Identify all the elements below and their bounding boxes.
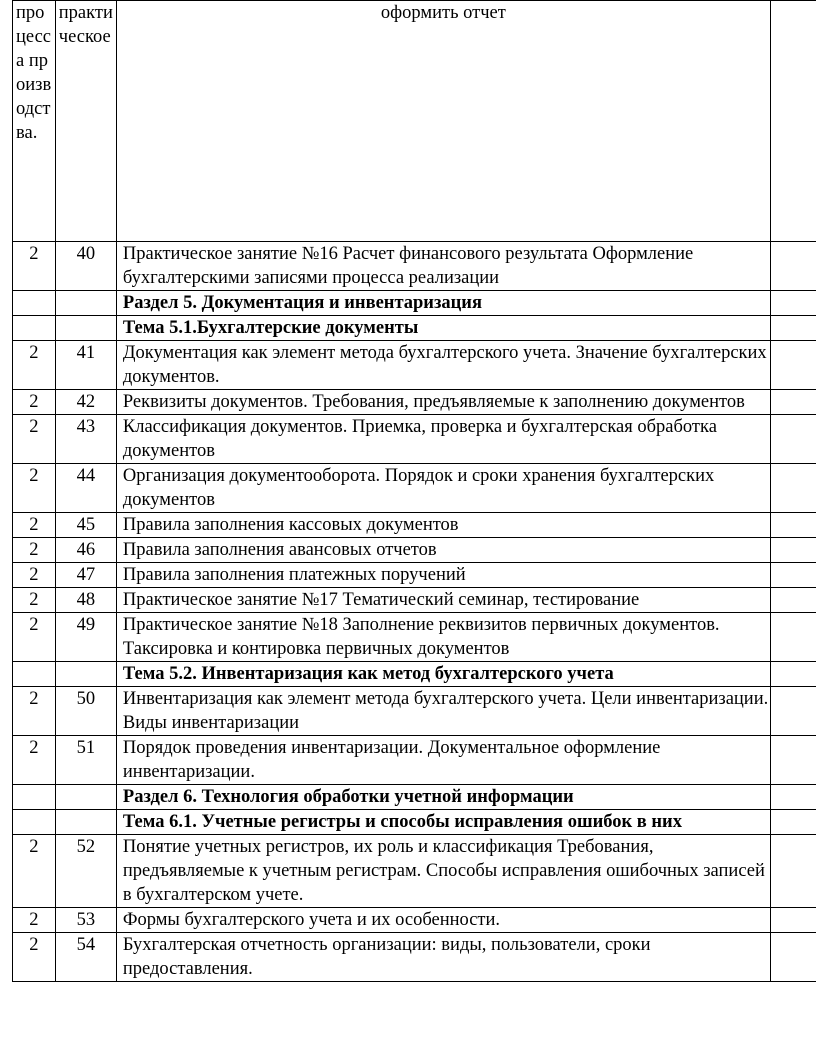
table-row [13, 538, 816, 563]
table-row [13, 908, 816, 933]
cell-topic: Правила заполнения авансовых отчетов [116, 538, 770, 563]
cell-lesson-number: 44 [55, 464, 116, 513]
cell-lesson-number: 46 [55, 538, 116, 563]
cell-hours [13, 316, 56, 341]
section-heading-row [13, 316, 816, 341]
cell-extra [770, 736, 816, 785]
table-row [13, 464, 816, 513]
cell-lesson-number: 40 [55, 242, 116, 291]
cell-lesson-number [55, 662, 116, 687]
cell-extra [770, 341, 816, 390]
cell-hours: 2 [13, 933, 56, 982]
cell-topic: Практическое занятие №16 Расчет финансового результата Оформление бухгалтерскими записями процесса реализации [116, 242, 770, 291]
curriculum-table-body [13, 1, 816, 982]
cell-topic: Практическое занятие №17 Тематический семинар, тестирование [116, 588, 770, 613]
cell-hours [13, 810, 56, 835]
cell-lesson-number [55, 316, 116, 341]
table-row [13, 588, 816, 613]
cell-topic: Инвентаризация как элемент метода бухгалтерского учета. Цели инвентаризации. Виды инвентаризации [116, 687, 770, 736]
cell-lesson-number: 47 [55, 563, 116, 588]
cell-lesson-number: 48 [55, 588, 116, 613]
cell-hours [13, 662, 56, 687]
cell-hours: 2 [13, 341, 56, 390]
cell-topic: Правила заполнения кассовых документов [116, 513, 770, 538]
table-row [13, 563, 816, 588]
cell-lesson-number: 49 [55, 613, 116, 662]
cell-topic: Раздел 5. Документация и инвентаризация [116, 291, 770, 316]
cell-topic: Практическое занятие №18 Заполнение реквизитов первичных документов. Таксировка и контировка первичных документов [116, 613, 770, 662]
cell-extra [770, 810, 816, 835]
table-row [13, 736, 816, 785]
cell-extra [770, 687, 816, 736]
cell-topic-header: оформить отчет [116, 1, 770, 242]
cell-topic: Правила заполнения платежных поручений [116, 563, 770, 588]
cell-type-header: практическое [55, 1, 116, 242]
cell-extra [770, 316, 816, 341]
section-heading-row [13, 291, 816, 316]
cell-extra [770, 464, 816, 513]
table-row [13, 835, 816, 908]
cell-lesson-number [55, 291, 116, 316]
cell-hours: 2 [13, 464, 56, 513]
table-row [13, 687, 816, 736]
curriculum-table [12, 0, 816, 982]
cell-hours: 2 [13, 513, 56, 538]
cell-topic: Понятие учетных регистров, их роль и классификация Требования, предъявляемые к учетным регистрам. Способы исправления ошибочных записей в бухгалтерском учете. [116, 835, 770, 908]
cell-lesson-number [55, 785, 116, 810]
cell-extra [770, 785, 816, 810]
cell-hours: 2 [13, 613, 56, 662]
section-heading-row [13, 662, 816, 687]
cell-lesson-number: 52 [55, 835, 116, 908]
table-row [13, 341, 816, 390]
section-heading-row [13, 810, 816, 835]
cell-hours: 2 [13, 390, 56, 415]
cell-topic: Реквизиты документов. Требования, предъявляемые к заполнению документов [116, 390, 770, 415]
cell-hours: 2 [13, 908, 56, 933]
table-row [13, 613, 816, 662]
cell-topic: Тема 5.1.Бухгалтерские документы [116, 316, 770, 341]
cell-extra [770, 908, 816, 933]
cell-extra [770, 390, 816, 415]
cell-lesson-number: 45 [55, 513, 116, 538]
cell-lesson-number [55, 810, 116, 835]
cell-extra [770, 588, 816, 613]
cell-extra [770, 538, 816, 563]
cell-hours: 2 [13, 538, 56, 563]
cell-hours: 2 [13, 242, 56, 291]
cell-hours: 2 [13, 588, 56, 613]
cell-topic: Формы бухгалтерского учета и их особенности. [116, 908, 770, 933]
cell-lesson-number: 51 [55, 736, 116, 785]
cell-extra [770, 242, 816, 291]
cell-extra [770, 563, 816, 588]
cell-topic: Бухгалтерская отчетность организации: виды, пользователи, сроки предоставления. [116, 933, 770, 982]
cell-lesson-number: 50 [55, 687, 116, 736]
cell-lesson-number: 53 [55, 908, 116, 933]
table-row [13, 242, 816, 291]
table-row [13, 933, 816, 982]
cell-extra [770, 415, 816, 464]
cell-topic: Порядок проведения инвентаризации. Документальное оформление инвентаризации. [116, 736, 770, 785]
cell-hours [13, 785, 56, 810]
cell-extra [770, 613, 816, 662]
cell-hours: 2 [13, 687, 56, 736]
cell-hours-header: процесса производства. [13, 1, 56, 242]
cell-topic: Документация как элемент метода бухгалтерского учета. Значение бухгалтерских документов. [116, 341, 770, 390]
cell-topic: Классификация документов. Приемка, проверка и бухгалтерская обработка документов [116, 415, 770, 464]
cell-lesson-number: 41 [55, 341, 116, 390]
cell-lesson-number: 42 [55, 390, 116, 415]
cell-extra [770, 933, 816, 982]
cell-hours: 2 [13, 835, 56, 908]
section-heading-row [13, 785, 816, 810]
cell-topic: Организация документооборота. Порядок и сроки хранения бухгалтерских документов [116, 464, 770, 513]
cell-topic: Тема 6.1. Учетные регистры и способы исправления ошибок в них [116, 810, 770, 835]
cell-extra [770, 835, 816, 908]
cell-hours: 2 [13, 736, 56, 785]
cell-hours: 2 [13, 563, 56, 588]
cell-topic: Раздел 6. Технология обработки учетной информации [116, 785, 770, 810]
cell-lesson-number: 43 [55, 415, 116, 464]
cell-extra-header [770, 1, 816, 242]
table-row [13, 415, 816, 464]
cell-topic: Тема 5.2. Инвентаризация как метод бухгалтерского учета [116, 662, 770, 687]
table-row [13, 390, 816, 415]
cell-hours [13, 291, 56, 316]
table-header-row [13, 1, 816, 242]
table-row [13, 513, 816, 538]
cell-extra [770, 662, 816, 687]
cell-lesson-number: 54 [55, 933, 116, 982]
cell-hours: 2 [13, 415, 56, 464]
cell-extra [770, 513, 816, 538]
cell-extra [770, 291, 816, 316]
